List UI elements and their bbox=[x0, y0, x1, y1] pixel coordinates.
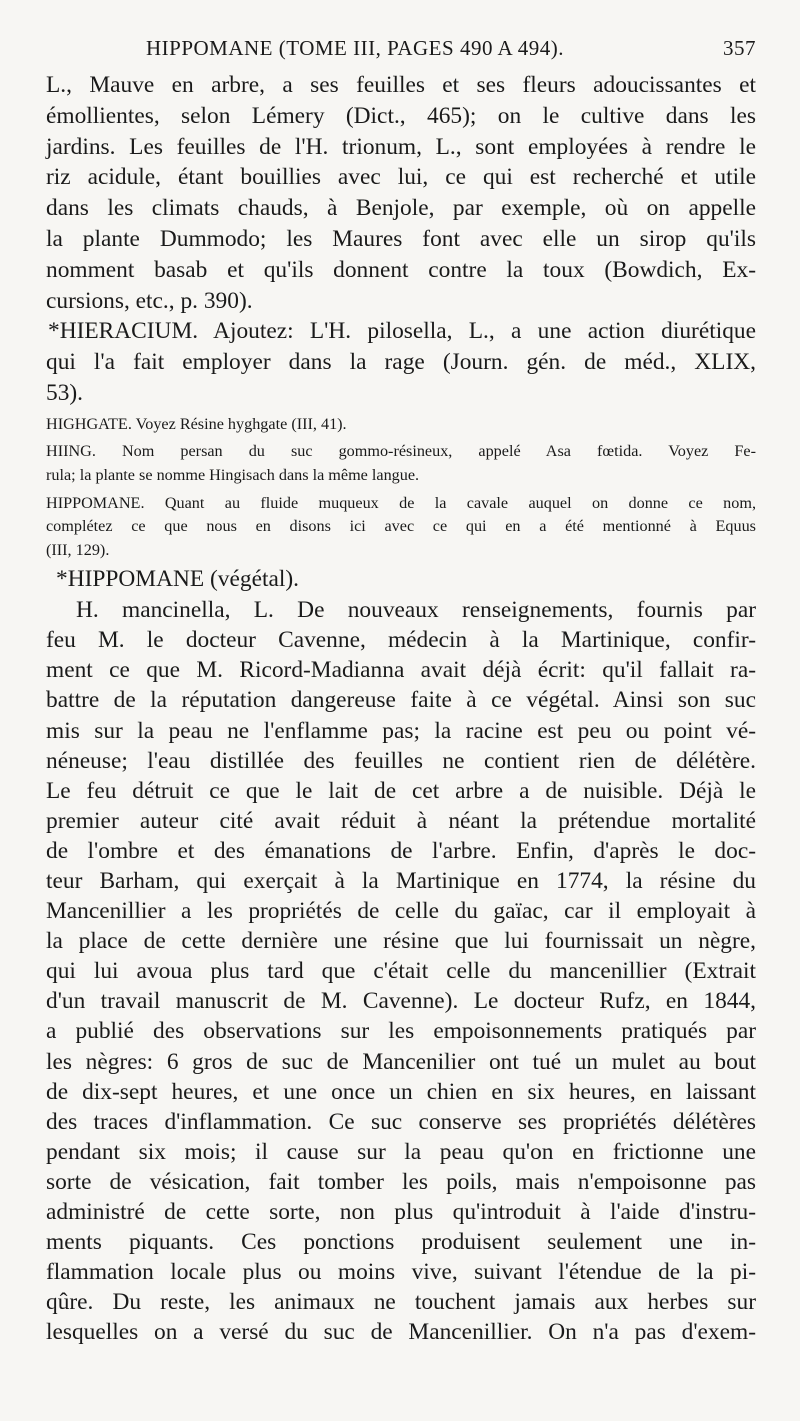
text-line: la plante Dummodo; les Maures font avec elle un sirop qu'ils bbox=[46, 225, 756, 252]
page-number: 357 bbox=[723, 36, 756, 60]
text-line: HIING. Nom persan du suc gommo-résineux, appelé Asa fœtida. Voyez Fe- bbox=[46, 442, 756, 461]
intro-paragraph bbox=[46, 70, 756, 316]
text-line: les nègres: 6 gros de suc de Mancenilier ont tué un mulet au bout bbox=[46, 1048, 756, 1075]
text-line: (III, 129). bbox=[46, 540, 110, 559]
text-line: sorte de vésication, fait tomber les poils, mais n'empoisonne pas bbox=[46, 1168, 756, 1195]
text-line: riz acidule, étant bouillies avec lui, ce qui est recherché et utile bbox=[46, 164, 756, 191]
text-line: HIPPOMANE. Quant au fluide muqueux de la cavale auquel on donne ce nom, bbox=[46, 493, 756, 512]
text-line: premier auteur cité avait réduit à néant la prétendue mortalité bbox=[46, 807, 756, 834]
text-line: jardins. Les feuilles de l'H. trionum, L., sont employées à rendre le bbox=[46, 133, 756, 160]
text-line: nomment basab et qu'ils donnent contre la toux (Bowdich, Ex- bbox=[46, 256, 756, 283]
text-line: des traces d'inflammation. Ce suc conserve ses propriétés délétères bbox=[46, 1108, 756, 1135]
text-line: qûre. Du reste, les animaux ne touchent jamais aux herbes sur bbox=[46, 1289, 756, 1316]
section-heading: *HIPPOMANE (végétal). bbox=[56, 566, 299, 593]
text-line: dans les climats chauds, à Benjole, par exemple, où on appelle bbox=[46, 195, 756, 222]
hieracium-entry bbox=[46, 316, 756, 408]
text-line: émollientes, selon Lémery (Dict., 465); on le cultive dans les bbox=[46, 102, 756, 129]
text-line: mis sur la peau ne l'enflamme pas; la racine est peu ou point vé- bbox=[46, 717, 756, 744]
text-line: de dix-sept heures, et une once un chien en six heures, en laissant bbox=[46, 1078, 756, 1105]
text-line: battre de la réputation dangereuse faite à ce végétal. Ainsi son suc bbox=[46, 687, 756, 714]
text-line: qui l'a fait employer dans la rage (Journ. gén. de méd., XLIX, bbox=[46, 349, 756, 376]
text-line: teur Barham, qui exerçait à la Martinique en 1774, la résine du bbox=[46, 867, 756, 894]
text-line: a publié des observations sur les empoisonnements pratiqués par bbox=[46, 1018, 756, 1045]
text-line: complétez ce que nous en disons ici avec ce qui en a été mentionné à Equus bbox=[46, 517, 756, 536]
text-line: la place de cette dernière une résine que lui fournissait un nègre, bbox=[46, 928, 756, 955]
text-line: L., Mauve en arbre, a ses feuilles et ses fleurs adoucissantes et bbox=[46, 72, 756, 98]
text-line: flammation locale plus ou moins vive, suivant l'étendue de la pi- bbox=[46, 1259, 756, 1286]
text-line: *HIERACIUM. Ajoutez: L'H. pilosella, L., a une action diurétique bbox=[48, 318, 756, 345]
text-line: 53). bbox=[46, 379, 84, 406]
page bbox=[46, 30, 756, 1347]
text-line: HIGHGATE. Voyez Résine hyghgate (III, 41). bbox=[46, 414, 347, 433]
text-line: de l'ombre et des émanations de l'arbre. Enfin, d'après le doc- bbox=[46, 837, 756, 864]
highgate-entry bbox=[46, 413, 756, 437]
text-line: Mancenillier a les propriétés de celle du gaïac, car il employait à bbox=[46, 898, 756, 925]
hiing-entry bbox=[46, 440, 756, 487]
header-title: HIPPOMANE (TOME III, PAGES 490 A 494). bbox=[146, 36, 565, 60]
hippomane-vegetal-body bbox=[46, 595, 756, 1347]
text-line: administré de cette sorte, non plus qu'introduit à l'aide d'instru- bbox=[46, 1199, 756, 1225]
text-line: feu M. le docteur Cavenne, médecin à la Martinique, confir- bbox=[46, 627, 756, 654]
hippomane-animal-entry bbox=[46, 492, 756, 563]
running-header bbox=[46, 30, 756, 70]
text-line: pendant six mois; il cause sur la peau qu'on en frictionne une bbox=[46, 1138, 756, 1165]
text-line: H. mancinella, L. De nouveaux renseignements, fournis par bbox=[76, 597, 756, 624]
text-line: ment ce que M. Ricord-Madianna avait déjà écrit: qu'il fallait ra- bbox=[46, 657, 756, 684]
text-line: lesquelles on a versé du suc de Mancenillier. On n'a pas d'exem- bbox=[46, 1319, 756, 1346]
text-line: cursions, etc., p. 390). bbox=[46, 287, 253, 314]
text-line: d'un travail manuscrit de M. Cavenne). Le docteur Rufz, en 1844, bbox=[46, 988, 756, 1015]
text-line: rula; la plante se nomme Hingisach dans la même langue. bbox=[46, 465, 420, 484]
text-line: ments piquants. Ces ponctions produisent seulement une in- bbox=[46, 1229, 756, 1256]
text-line: Le feu détruit ce que le lait de cet arbre a de nuisible. Déjà le bbox=[46, 777, 756, 804]
text-line: néneuse; l'eau distillée des feuilles ne contient rien de délétère. bbox=[46, 747, 756, 774]
text-line: qui lui avoua plus tard que c'était celle du mancenillier (Extrait bbox=[46, 958, 756, 985]
